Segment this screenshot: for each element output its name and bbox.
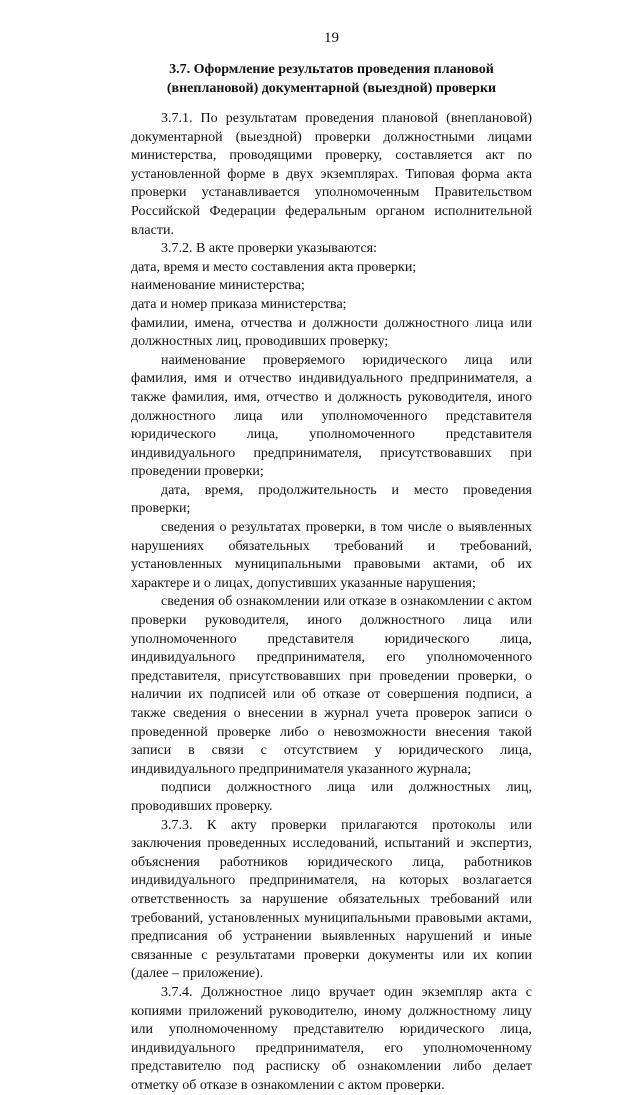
paragraph-3-7-2: 3.7.2. В акте проверки указываются: bbox=[161, 241, 378, 257]
list-item-ministry-name: наименование министерства; bbox=[131, 278, 305, 294]
list-item-signatures: подписи должностного лица или должностных лиц, проводивших проверку. bbox=[131, 780, 532, 814]
list-item-date-place: дата, время и место составления акта проверки; bbox=[131, 259, 417, 275]
list-item-inspection-time-place: дата, время, продолжительность и место проведения проверки; bbox=[131, 482, 532, 517]
page-number: 19 bbox=[324, 30, 339, 46]
list-item-inspected-entity: наименование проверяемого юридического лица или фамилия, имя и отчество индивидуального предпринимателя, а также фамилия, имя, отчество и должность руководителя, иного должностного лица или уполномоченного представителя юридического лица, уполномоченного представителя индивидуального предпринимателя, присутствовавших при проведении проверки; bbox=[131, 352, 532, 480]
list-item-acquaintance: сведения об ознакомлении или отказе в ознакомлении с актом проверки руководителя, иного должностного лица или уполномоченного представителя юридического лица, индивидуального предпринимателя, его уполномоченного представителя, присутствовавших при проведении проверки, о наличии их подписей или об отказе от совершения подписи, а также сведения о внесении в журнал учета проверок записи о проведенной проверке либо о невозможности внесения такой записи в связи с отсутствием у юридического лица, индивидуального предпринимателя указанного журнала; bbox=[131, 594, 532, 777]
paragraph-3-7-4: 3.7.4. Должностное лицо вручает один экземпляр акта с копиями приложений руководителю, иному должностному лицу или уполномоченному представителю юридического лица, индивидуального предпринимателя, его уполномоченному представителю под расписку об ознакомлении либо делает отметку об отказе в ознакомлении с актом проверки. bbox=[131, 984, 532, 1093]
section-title-line-2: (внеплановой) документарной (выездной) проверки bbox=[166, 81, 497, 96]
section-title bbox=[131, 60, 532, 98]
list-item-inspectors: фамилии, имена, отчества и должности должностного лица или должностных лиц, проводивших проверку; bbox=[131, 315, 532, 350]
section-title-line-1: 3.7. Оформление результатов проведения плановой bbox=[169, 62, 494, 77]
list-item-results: сведения о результатах проверки, в том числе о выявленных нарушениях обязательных требований и требований, установленных муниципальными правовыми актами, об их характере и о лицах, допустивших указанные нарушения; bbox=[131, 520, 532, 591]
list-item-order-date-number: дата и номер приказа министерства; bbox=[131, 296, 347, 312]
paragraph-3-7-3: 3.7.3. К акту проверки прилагаются протоколы или заключения проведенных исследований, испытаний и экспертиз, объяснения работников юридического лица, работников индивидуального предпринимателя, на которых возлагается ответственность за нарушение обязательных требований или требований, установленных муниципальными правовыми актами, предписания об устранении выявленных нарушений и иные связанные с результатами проверки документы или их копии (далее – приложение). bbox=[131, 817, 532, 982]
body-text bbox=[131, 110, 532, 1095]
paragraph-3-7-1: 3.7.1. По результатам проведения плановой (внеплановой) документарной (выездной) проверки должностными лицами министерства, проводящими проверку, составляется акт по установленной форме в двух экземплярах. Типовая форма акта проверки устанавливается уполномоченным Правительством Российской Федерации федеральным органом исполнительной власти. bbox=[131, 111, 532, 238]
